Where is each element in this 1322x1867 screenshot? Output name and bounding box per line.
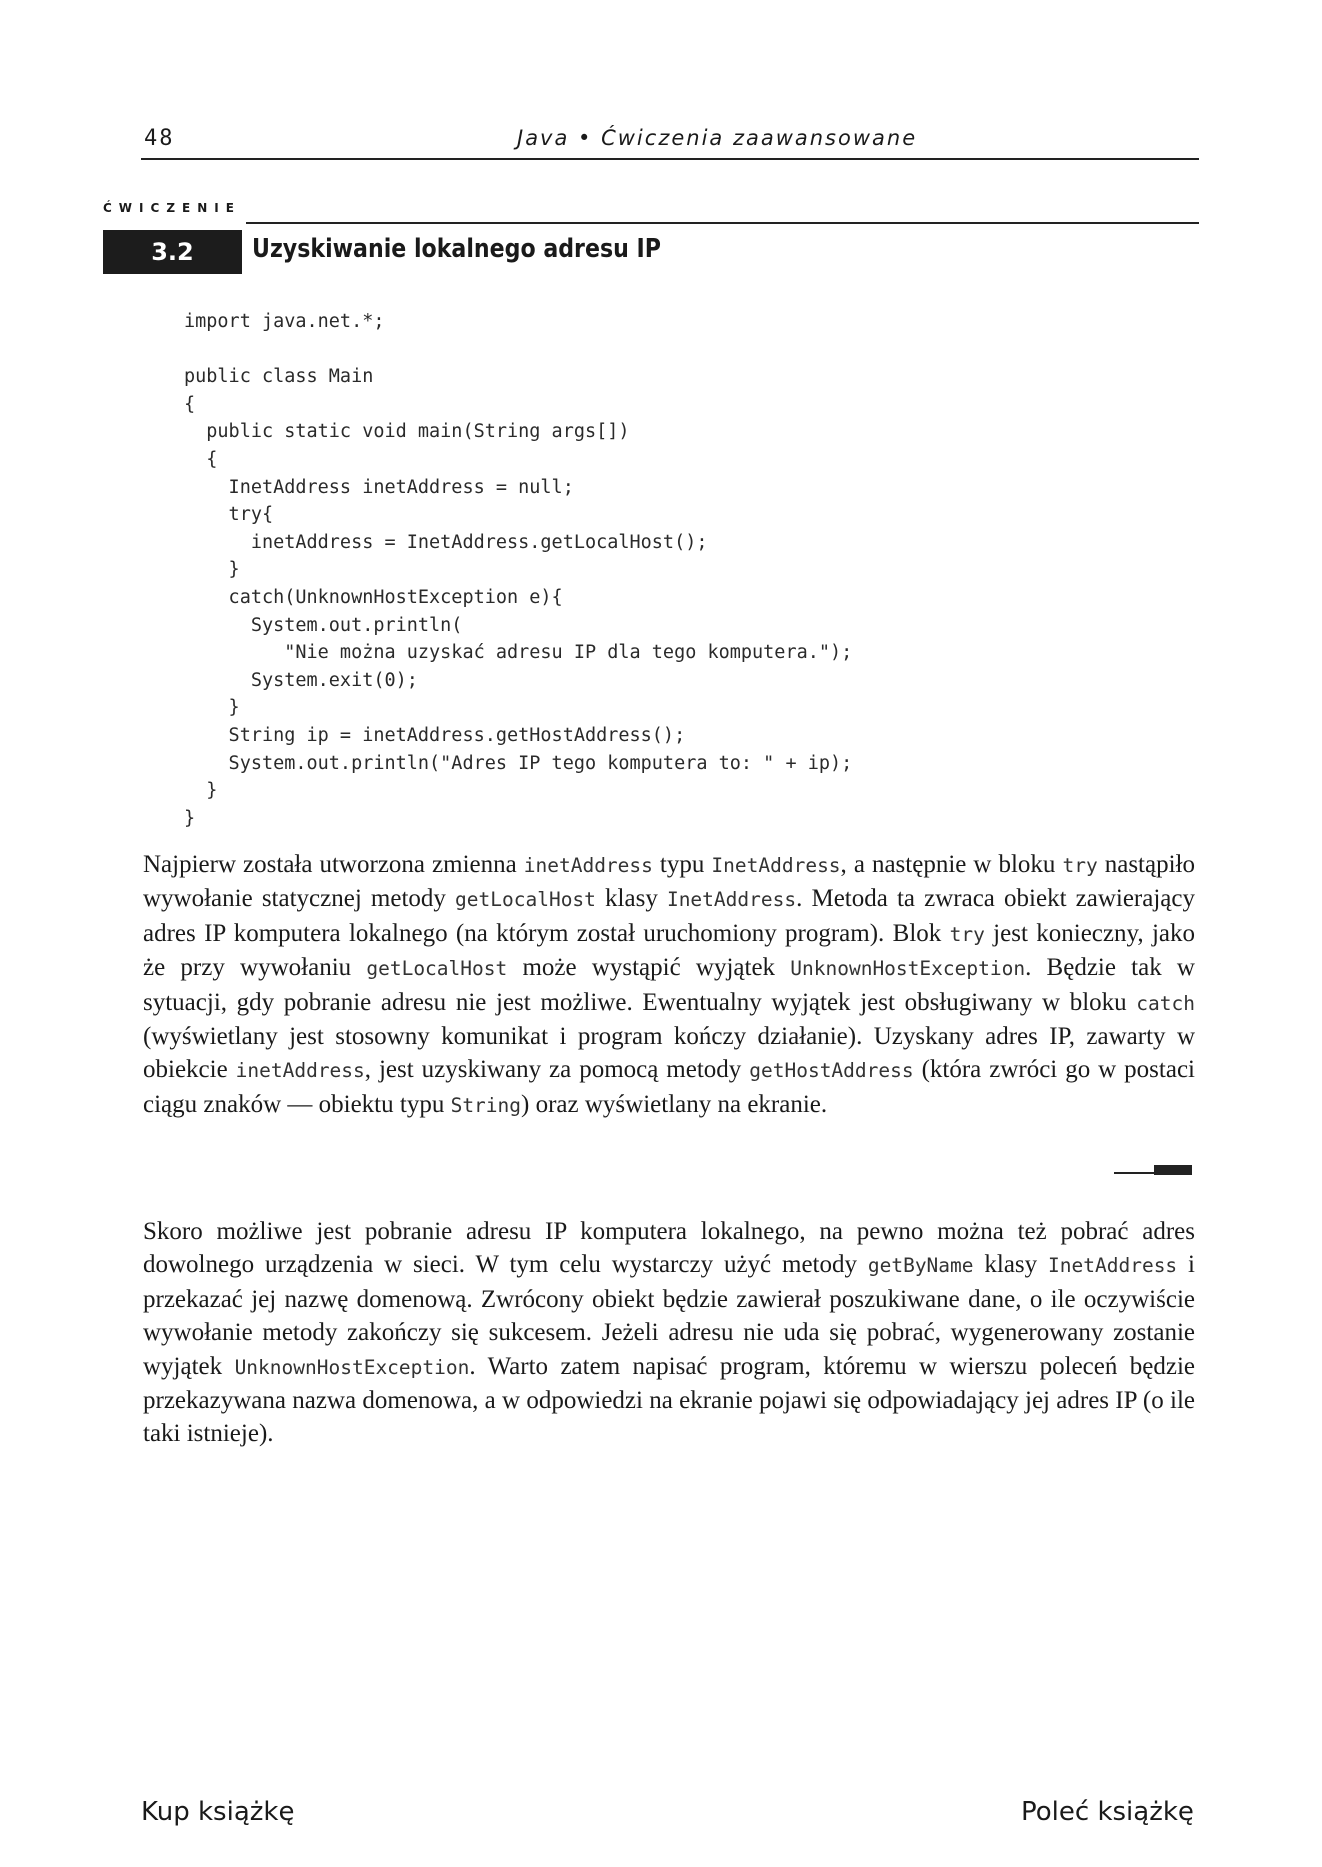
inline-code: String [450, 1093, 522, 1117]
text-run: klasy [973, 1251, 1049, 1279]
exercise-title: Uzyskiwanie lokalnego adresu IP [252, 234, 661, 264]
inline-code: getLocalHost [455, 888, 596, 912]
page-number: 48 [144, 126, 175, 151]
inline-code: InetAddress [711, 854, 841, 877]
text-run: (wyświetlany jest stosowny komunikat i program kończy działanie). Uzyskany adres IP, zawarty w obiekcie [143, 1023, 1195, 1084]
code-line: catch(UnknownHostException e){ [184, 586, 563, 608]
text-run: nastąpiło wywołanie statycznej metody [143, 851, 1195, 913]
buy-book-link[interactable]: Kup książkę [141, 1797, 295, 1827]
inline-code: try [1062, 854, 1098, 877]
code-line: } [184, 559, 240, 581]
code-line: { [184, 448, 218, 470]
inline-code: inetAddress [523, 854, 653, 877]
text-run: Skoro możliwe jest pobranie adresu IP komputera lokalnego, na pewno można też pobrać adres dowolnego urządzenia w sieci. W tym celu wystarczy użyć metody [143, 1218, 1195, 1279]
text-run: jest konieczny, jako że przy wywołaniu [143, 919, 1195, 982]
running-title: Java • Ćwiczenia zaawansowane [517, 126, 918, 150]
paragraph-1 [143, 848, 1195, 1122]
paragraph-2 [143, 1215, 1195, 1451]
code-line: InetAddress inetAddress = null; [184, 476, 574, 498]
code-line: String ip = inetAddress.getHostAddress(); [184, 724, 686, 746]
text-run: może wystąpić wyjątek [507, 954, 791, 982]
text-run: (która zwróci go w postaci ciągu znaków — obiektu typu [143, 1056, 1195, 1118]
code-line: { [184, 393, 196, 415]
code-line: System.out.println("Adres IP tego komputera to: " + ip); [184, 752, 853, 774]
text-run: , jest uzyskiwany za pomocą metody [364, 1056, 750, 1084]
text-run: , a następnie w bloku [840, 851, 1063, 878]
text-run: klasy [595, 885, 667, 913]
recommend-book-link[interactable]: Poleć książkę [1021, 1797, 1194, 1827]
text-run: . Metoda ta zwraca obiekt zawierający adres IP komputera lokalnego (na którym został uruchomiony program). Blok [143, 885, 1195, 947]
exercise-label: ĆWICZENIE [103, 201, 241, 215]
code-line [184, 336, 852, 364]
code-line: public class Main [184, 366, 374, 388]
inline-code: getLocalHost [366, 957, 508, 981]
code-line: try{ [184, 504, 274, 526]
inline-code: InetAddress [666, 888, 797, 912]
code-line: System.out.println( [184, 614, 463, 636]
text-run: . Będzie tak w sytuacji, gdy pobranie adresu nie jest możliwe. Ewentualny wyjątek jest obsługiwany w bloku [143, 954, 1195, 1016]
code-line: import java.net.*; [184, 311, 385, 332]
page-header [141, 122, 1199, 160]
text-run: i przekazać jej nazwę domenową. Zwrócony obiekt będzie zawierał poszukiwane dane, o ile oczywiście wywołanie metody zakończy się sukcesem. Jeżeli adresu nie uda się pobrać, wygenerowany zostanie wyjątek [143, 1251, 1195, 1380]
code-listing [184, 308, 852, 832]
code-line: } [184, 780, 218, 802]
inline-code: inetAddress [235, 1059, 365, 1083]
text-run: . Warto zatem napisać program, któremu w wierszu poleceń będzie przekazywana nazwa domenowa, a w odpowiedzi na ekranie pojawi się odpowiadający jej adres IP (o ile taki istnieje). [143, 1352, 1196, 1448]
section-end-marker [1154, 1165, 1192, 1175]
text-run: ) oraz wyświetlany na ekranie. [521, 1090, 828, 1118]
code-line: public static void main(String args[]) [184, 421, 630, 443]
code-line: inetAddress = InetAddress.getLocalHost(); [184, 531, 708, 553]
text-run: Najpierw została utworzona zmienna [143, 851, 524, 878]
inline-code: getByName [867, 1254, 974, 1278]
text-run: typu [652, 851, 712, 878]
exercise-rule [246, 222, 1199, 224]
inline-code: getHostAddress [749, 1059, 914, 1083]
inline-code: UnknownHostException [790, 957, 1026, 981]
exercise-number-badge: 3.2 [103, 230, 242, 274]
inline-code: UnknownHostException [234, 1355, 470, 1379]
code-line: } [184, 697, 240, 719]
inline-code: try [949, 922, 985, 946]
code-line: } [184, 807, 196, 829]
inline-code: catch [1136, 991, 1195, 1015]
code-line: "Nie można uzyskać adresu IP dla tego komputera."); [184, 642, 853, 664]
section-end-line [1114, 1172, 1154, 1174]
inline-code: InetAddress [1048, 1254, 1178, 1278]
code-line: System.exit(0); [184, 669, 418, 691]
